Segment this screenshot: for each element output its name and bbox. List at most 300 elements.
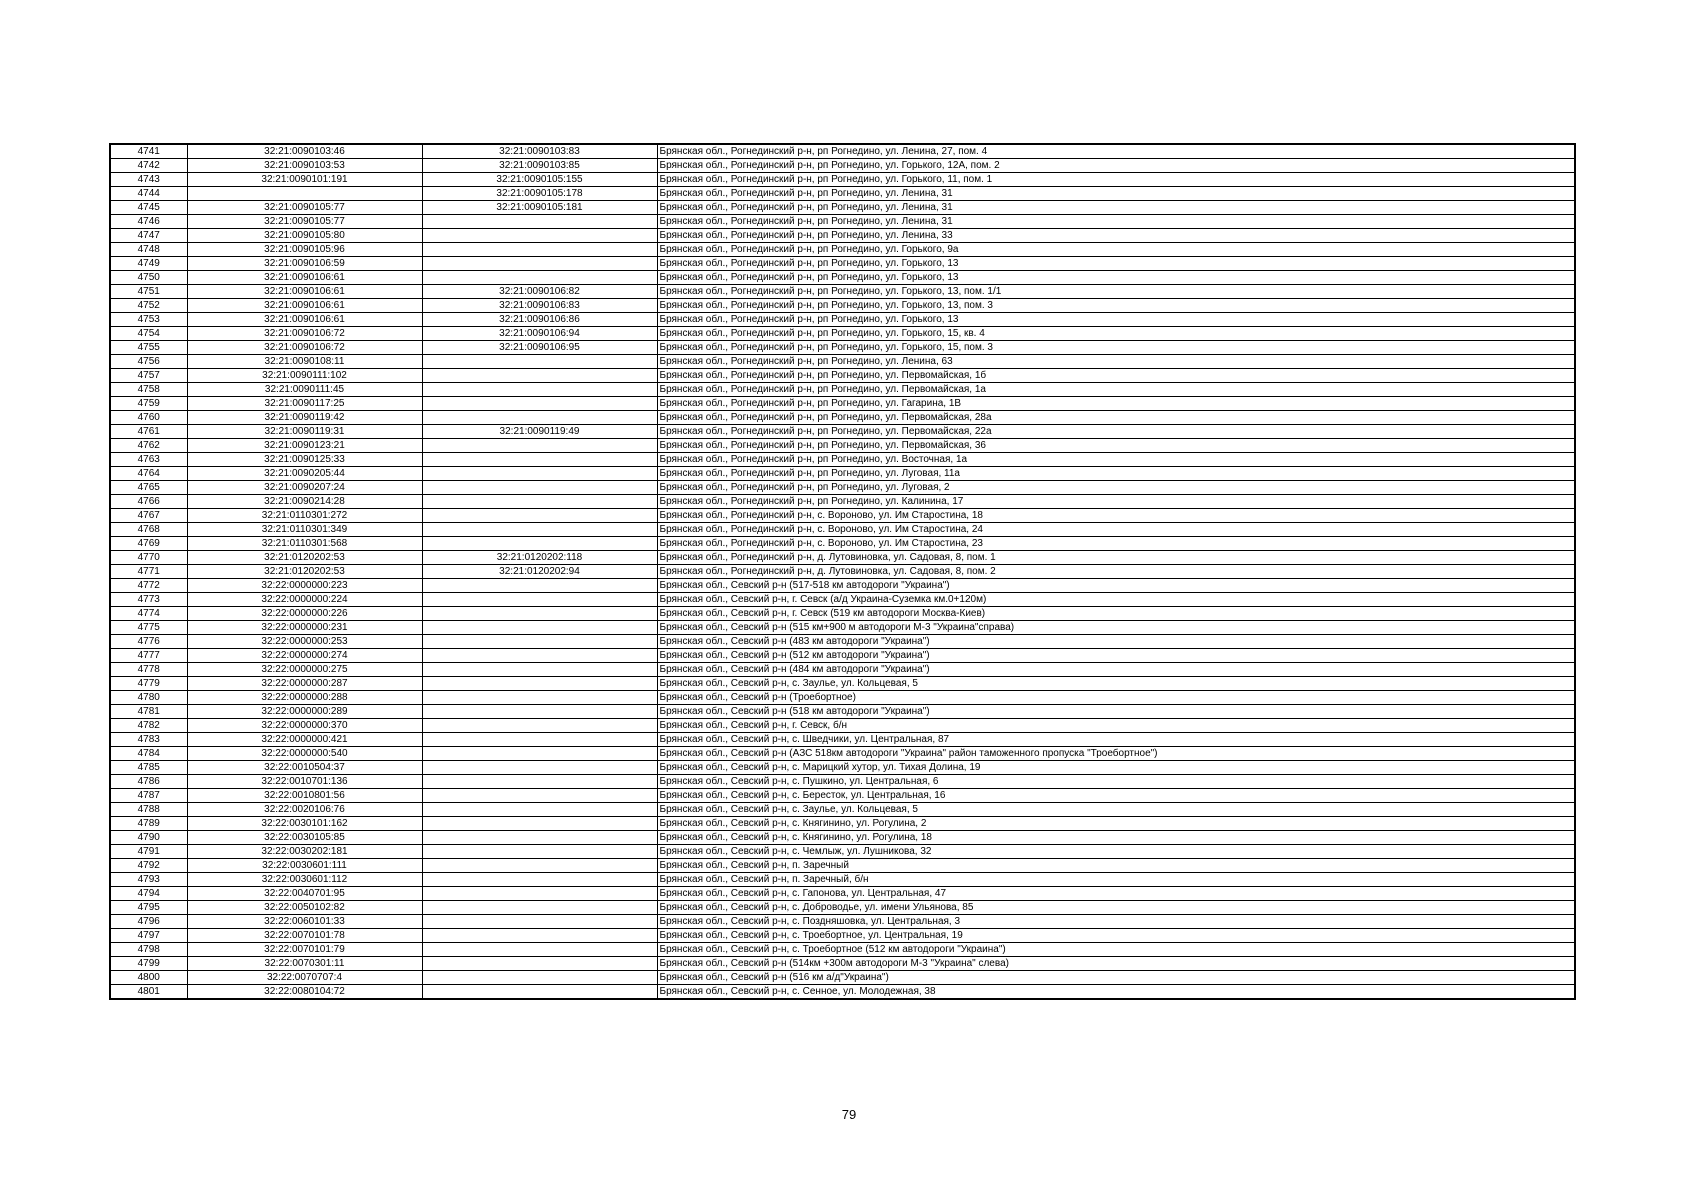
row-number-cell: 4768 [110,523,187,537]
cadastral-number-cell: 32:21:0090117:25 [187,397,422,411]
table-row [110,411,1575,425]
table-row [110,369,1575,383]
room-cadastral-number-cell [422,663,657,677]
cadastral-number-cell: 32:22:0000000:289 [187,705,422,719]
row-number-cell: 4773 [110,593,187,607]
table-row [110,971,1575,985]
row-number-cell: 4752 [110,299,187,313]
room-cadastral-number-cell: 32:21:0120202:118 [422,551,657,565]
room-cadastral-number-cell [422,649,657,663]
row-number-cell: 4763 [110,453,187,467]
cadastral-number-cell: 32:21:0090111:45 [187,383,422,397]
address-cell: Брянская обл., Рогнединский р-н, с. Вороново, ул. Им Старостина, 23 [657,537,1575,551]
property-register-table [109,143,1576,1000]
table-row [110,957,1575,971]
room-cadastral-number-cell [422,957,657,971]
address-cell: Брянская обл., Севский р-н, г. Севск (519 км автодороги Москва-Киев) [657,607,1575,621]
room-cadastral-number-cell [422,747,657,761]
table-row [110,509,1575,523]
address-cell: Брянская обл., Севский р-н, г. Севск, б/н [657,719,1575,733]
cadastral-number-cell: 32:21:0090119:42 [187,411,422,425]
row-number-cell: 4775 [110,621,187,635]
row-number-cell: 4749 [110,257,187,271]
cadastral-number-cell: 32:21:0090119:31 [187,425,422,439]
room-cadastral-number-cell [422,887,657,901]
cadastral-number-cell: 32:22:0080104:72 [187,985,422,1000]
table-row [110,621,1575,635]
table-row [110,761,1575,775]
room-cadastral-number-cell [422,873,657,887]
address-cell: Брянская обл., Рогнединский р-н, рп Рогнедино, ул. Горького, 12А, пом. 2 [657,159,1575,173]
address-cell: Брянская обл., Севский р-н (484 км автодороги "Украина") [657,663,1575,677]
cadastral-number-cell: 32:22:0050102:82 [187,901,422,915]
room-cadastral-number-cell [422,803,657,817]
room-cadastral-number-cell [422,929,657,943]
room-cadastral-number-cell [422,593,657,607]
row-number-cell: 4795 [110,901,187,915]
address-cell: Брянская обл., Рогнединский р-н, рп Рогнедино, ул. Первомайская, 28а [657,411,1575,425]
room-cadastral-number-cell [422,677,657,691]
address-cell: Брянская обл., Рогнединский р-н, рп Рогнедино, ул. Горького, 9а [657,243,1575,257]
cadastral-number-cell: 32:22:0010701:136 [187,775,422,789]
address-cell: Брянская обл., Севский р-н, с. Заулье, ул. Кольцевая, 5 [657,677,1575,691]
table-row [110,649,1575,663]
row-number-cell: 4794 [110,887,187,901]
address-cell: Брянская обл., Севский р-н, с. Троебортное (512 км автодороги "Украина") [657,943,1575,957]
table-row [110,425,1575,439]
room-cadastral-number-cell [422,705,657,719]
room-cadastral-number-cell [422,537,657,551]
cadastral-number-cell: 32:21:0090106:72 [187,341,422,355]
address-cell: Брянская обл., Севский р-н, с. Доброводье, ул. имени Ульянова, 85 [657,901,1575,915]
row-number-cell: 4758 [110,383,187,397]
table-row [110,817,1575,831]
row-number-cell: 4780 [110,691,187,705]
table-row [110,229,1575,243]
room-cadastral-number-cell [422,733,657,747]
table-row [110,845,1575,859]
room-cadastral-number-cell [422,355,657,369]
table-row [110,705,1575,719]
cadastral-number-cell: 32:21:0110301:349 [187,523,422,537]
cadastral-number-cell: 32:21:0090106:61 [187,313,422,327]
address-cell: Брянская обл., Севский р-н (512 км автодороги "Украина") [657,649,1575,663]
address-cell: Брянская обл., Севский р-н (516 км а/д"Украина") [657,971,1575,985]
row-number-cell: 4799 [110,957,187,971]
table-row [110,271,1575,285]
address-cell: Брянская обл., Рогнединский р-н, рп Рогнедино, ул. Первомайская, 22а [657,425,1575,439]
table-row [110,201,1575,215]
cadastral-number-cell: 32:21:0090207:24 [187,481,422,495]
row-number-cell: 4770 [110,551,187,565]
cadastral-number-cell: 32:21:0090101:191 [187,173,422,187]
address-cell: Брянская обл., Рогнединский р-н, рп Рогнедино, ул. Первомайская, 36 [657,439,1575,453]
table-row [110,537,1575,551]
address-cell: Брянская обл., Рогнединский р-н, рп Рогнедино, ул. Горького, 13, пом. 3 [657,299,1575,313]
address-cell: Брянская обл., Рогнединский р-н, рп Рогнедино, ул. Гагарина, 1В [657,397,1575,411]
room-cadastral-number-cell [422,789,657,803]
room-cadastral-number-cell: 32:21:0090105:181 [422,201,657,215]
cadastral-number-cell: 32:22:0070101:78 [187,929,422,943]
row-number-cell: 4800 [110,971,187,985]
address-cell: Брянская обл., Рогнединский р-н, рп Рогнедино, ул. Луговая, 2 [657,481,1575,495]
room-cadastral-number-cell [422,607,657,621]
row-number-cell: 4760 [110,411,187,425]
table-row [110,635,1575,649]
row-number-cell: 4789 [110,817,187,831]
row-number-cell: 4750 [110,271,187,285]
room-cadastral-number-cell [422,775,657,789]
room-cadastral-number-cell [422,439,657,453]
cadastral-number-cell: 32:21:0090105:77 [187,215,422,229]
cadastral-number-cell [187,187,422,201]
address-cell: Брянская обл., Рогнединский р-н, д. Лутовиновка, ул. Садовая, 8, пом. 2 [657,565,1575,579]
table-row [110,887,1575,901]
cadastral-number-cell: 32:22:0030202:181 [187,845,422,859]
address-cell: Брянская обл., Севский р-н, с. Заулье, ул. Кольцевая, 5 [657,803,1575,817]
table-row [110,985,1575,1000]
address-cell: Брянская обл., Севский р-н, с. Марицкий хутор, ул. Тихая Долина, 19 [657,761,1575,775]
table-row [110,719,1575,733]
address-cell: Брянская обл., Севский р-н, г. Севск (а/д Украина-Суземка км.0+120м) [657,593,1575,607]
address-cell: Брянская обл., Рогнединский р-н, с. Вороново, ул. Им Старостина, 18 [657,509,1575,523]
address-cell: Брянская обл., Севский р-н, с. Пушкино, ул. Центральная, 6 [657,775,1575,789]
cadastral-number-cell: 32:21:0120202:53 [187,565,422,579]
table-row [110,747,1575,761]
address-cell: Брянская обл., Рогнединский р-н, рп Рогнедино, ул. Горького, 13 [657,257,1575,271]
row-number-cell: 4761 [110,425,187,439]
room-cadastral-number-cell: 32:21:0090103:83 [422,144,657,159]
cadastral-number-cell: 32:22:0000000:253 [187,635,422,649]
row-number-cell: 4747 [110,229,187,243]
address-cell: Брянская обл., Рогнединский р-н, с. Вороново, ул. Им Старостина, 24 [657,523,1575,537]
address-cell: Брянская обл., Севский р-н, с. Сенное, ул. Молодежная, 38 [657,985,1575,1000]
address-cell: Брянская обл., Севский р-н (514км +300м автодороги М-3 "Украина" слева) [657,957,1575,971]
cadastral-number-cell: 32:21:0090106:59 [187,257,422,271]
table-row [110,929,1575,943]
room-cadastral-number-cell [422,397,657,411]
cadastral-number-cell: 32:22:0000000:370 [187,719,422,733]
cadastral-number-cell: 32:22:0040701:95 [187,887,422,901]
row-number-cell: 4765 [110,481,187,495]
address-cell: Брянская обл., Севский р-н, п. Заречный [657,859,1575,873]
address-cell: Брянская обл., Севский р-н (АЗС 518км автодороги "Украина" район таможенного пропуска "Троебортное") [657,747,1575,761]
room-cadastral-number-cell [422,985,657,1000]
table-row [110,803,1575,817]
row-number-cell: 4764 [110,467,187,481]
table-row [110,467,1575,481]
cadastral-number-cell: 32:22:0060101:33 [187,915,422,929]
row-number-cell: 4796 [110,915,187,929]
cadastral-number-cell: 32:21:0110301:272 [187,509,422,523]
address-cell: Брянская обл., Севский р-н, п. Заречный, б/н [657,873,1575,887]
address-cell: Брянская обл., Севский р-н, с. Княгинино, ул. Рогулина, 18 [657,831,1575,845]
row-number-cell: 4744 [110,187,187,201]
table-row [110,915,1575,929]
address-cell: Брянская обл., Севский р-н, с. Чемлыж, ул. Лушникова, 32 [657,845,1575,859]
room-cadastral-number-cell [422,579,657,593]
address-cell: Брянская обл., Севский р-н, с. Бересток, ул. Центральная, 16 [657,789,1575,803]
cadastral-number-cell: 32:22:0000000:421 [187,733,422,747]
room-cadastral-number-cell [422,523,657,537]
cadastral-number-cell: 32:22:0030601:111 [187,859,422,873]
cadastral-number-cell: 32:22:0000000:275 [187,663,422,677]
room-cadastral-number-cell [422,859,657,873]
cadastral-number-cell: 32:22:0010504:37 [187,761,422,775]
row-number-cell: 4785 [110,761,187,775]
row-number-cell: 4767 [110,509,187,523]
room-cadastral-number-cell [422,243,657,257]
table-row [110,873,1575,887]
row-number-cell: 4745 [110,201,187,215]
table-row [110,495,1575,509]
address-cell: Брянская обл., Рогнединский р-н, рп Рогнедино, ул. Горького, 13, пом. 1/1 [657,285,1575,299]
address-cell: Брянская обл., Рогнединский р-н, рп Рогнедино, ул. Горького, 11, пом. 1 [657,173,1575,187]
room-cadastral-number-cell: 32:21:0090106:86 [422,313,657,327]
table-row [110,859,1575,873]
address-cell: Брянская обл., Севский р-н, с. Шведчики, ул. Центральная, 87 [657,733,1575,747]
room-cadastral-number-cell [422,453,657,467]
room-cadastral-number-cell: 32:21:0090106:83 [422,299,657,313]
cadastral-number-cell: 32:21:0090111:102 [187,369,422,383]
room-cadastral-number-cell [422,621,657,635]
room-cadastral-number-cell [422,691,657,705]
table-row [110,327,1575,341]
row-number-cell: 4769 [110,537,187,551]
address-cell: Брянская обл., Рогнединский р-н, рп Рогнедино, ул. Горького, 15, кв. 4 [657,327,1575,341]
address-cell: Брянская обл., Рогнединский р-н, рп Рогнедино, ул. Ленина, 31 [657,187,1575,201]
cadastral-number-cell: 32:22:0000000:540 [187,747,422,761]
row-number-cell: 4756 [110,355,187,369]
address-cell: Брянская обл., Севский р-н, с. Поздняшовка, ул. Центральная, 3 [657,915,1575,929]
row-number-cell: 4793 [110,873,187,887]
row-number-cell: 4792 [110,859,187,873]
row-number-cell: 4786 [110,775,187,789]
table-row [110,355,1575,369]
cadastral-number-cell: 32:22:0000000:226 [187,607,422,621]
table-row [110,159,1575,173]
room-cadastral-number-cell [422,915,657,929]
row-number-cell: 4774 [110,607,187,621]
cadastral-number-cell: 32:21:0090103:53 [187,159,422,173]
cadastral-number-cell: 32:21:0090123:21 [187,439,422,453]
address-cell: Брянская обл., Рогнединский р-н, рп Рогнедино, ул. Восточная, 1а [657,453,1575,467]
cadastral-number-cell: 32:22:0000000:231 [187,621,422,635]
room-cadastral-number-cell [422,943,657,957]
table-row [110,775,1575,789]
table-row [110,663,1575,677]
address-cell: Брянская обл., Севский р-н (517-518 км автодороги "Украина") [657,579,1575,593]
room-cadastral-number-cell: 32:21:0090106:82 [422,285,657,299]
cadastral-number-cell: 32:22:0020106:76 [187,803,422,817]
table-row [110,565,1575,579]
table-row [110,341,1575,355]
row-number-cell: 4788 [110,803,187,817]
cadastral-number-cell: 32:22:0000000:223 [187,579,422,593]
cadastral-number-cell: 32:22:0070301:11 [187,957,422,971]
row-number-cell: 4762 [110,439,187,453]
row-number-cell: 4797 [110,929,187,943]
row-number-cell: 4751 [110,285,187,299]
cadastral-number-cell: 32:21:0090106:61 [187,271,422,285]
table-row [110,439,1575,453]
room-cadastral-number-cell [422,369,657,383]
table-row [110,453,1575,467]
room-cadastral-number-cell [422,817,657,831]
address-cell: Брянская обл., Рогнединский р-н, рп Рогнедино, ул. Ленина, 27, пом. 4 [657,144,1575,159]
table-row [110,215,1575,229]
page-number: 79 [841,1107,857,1122]
table-row [110,173,1575,187]
cadastral-number-cell: 32:21:0090214:28 [187,495,422,509]
address-cell: Брянская обл., Рогнединский р-н, рп Рогнедино, ул. Горького, 13 [657,313,1575,327]
cadastral-number-cell: 32:22:0000000:287 [187,677,422,691]
address-cell: Брянская обл., Рогнединский р-н, д. Лутовиновка, ул. Садовая, 8, пом. 1 [657,551,1575,565]
cadastral-number-cell: 32:22:0030105:85 [187,831,422,845]
table-row [110,243,1575,257]
room-cadastral-number-cell: 32:21:0090105:155 [422,173,657,187]
address-cell: Брянская обл., Рогнединский р-н, рп Рогнедино, ул. Горького, 13 [657,271,1575,285]
address-cell: Брянская обл., Севский р-н, с. Троебортное, ул. Центральная, 19 [657,929,1575,943]
table-row [110,831,1575,845]
row-number-cell: 4766 [110,495,187,509]
row-number-cell: 4753 [110,313,187,327]
room-cadastral-number-cell [422,761,657,775]
table-row [110,299,1575,313]
cadastral-number-cell: 32:21:0090205:44 [187,467,422,481]
cadastral-number-cell: 32:22:0030601:112 [187,873,422,887]
room-cadastral-number-cell [422,467,657,481]
cadastral-number-cell: 32:21:0090103:46 [187,144,422,159]
address-cell: Брянская обл., Рогнединский р-н, рп Рогнедино, ул. Первомайская, 1б [657,369,1575,383]
room-cadastral-number-cell [422,845,657,859]
address-cell: Брянская обл., Рогнединский р-н, рп Рогнедино, ул. Горького, 15, пом. 3 [657,341,1575,355]
row-number-cell: 4781 [110,705,187,719]
room-cadastral-number-cell [422,229,657,243]
room-cadastral-number-cell [422,719,657,733]
room-cadastral-number-cell [422,411,657,425]
register-body [110,144,1575,999]
cadastral-number-cell: 32:22:0070707:4 [187,971,422,985]
row-number-cell: 4791 [110,845,187,859]
table-row [110,144,1575,159]
address-cell: Брянская обл., Рогнединский р-н, рп Рогнедино, ул. Калинина, 17 [657,495,1575,509]
row-number-cell: 4801 [110,985,187,1000]
address-cell: Брянская обл., Севский р-н (518 км автодороги "Украина") [657,705,1575,719]
cadastral-number-cell: 32:21:0090125:33 [187,453,422,467]
room-cadastral-number-cell [422,383,657,397]
row-number-cell: 4757 [110,369,187,383]
room-cadastral-number-cell [422,635,657,649]
row-number-cell: 4743 [110,173,187,187]
row-number-cell: 4798 [110,943,187,957]
table-row [110,285,1575,299]
room-cadastral-number-cell [422,901,657,915]
row-number-cell: 4784 [110,747,187,761]
table-row [110,383,1575,397]
table-row [110,733,1575,747]
table-row [110,677,1575,691]
row-number-cell: 4783 [110,733,187,747]
table-row [110,607,1575,621]
table-row [110,187,1575,201]
cadastral-number-cell: 32:22:0030101:162 [187,817,422,831]
table-row [110,551,1575,565]
address-cell: Брянская обл., Севский р-н, с. Княгинино, ул. Рогулина, 2 [657,817,1575,831]
row-number-cell: 4741 [110,144,187,159]
row-number-cell: 4779 [110,677,187,691]
cadastral-number-cell: 32:21:0090106:61 [187,299,422,313]
room-cadastral-number-cell [422,495,657,509]
room-cadastral-number-cell [422,271,657,285]
row-number-cell: 4787 [110,789,187,803]
room-cadastral-number-cell: 32:21:0090103:85 [422,159,657,173]
cadastral-number-cell: 32:22:0000000:274 [187,649,422,663]
table-row [110,481,1575,495]
address-cell: Брянская обл., Рогнединский р-н, рп Рогнедино, ул. Ленина, 33 [657,229,1575,243]
row-number-cell: 4755 [110,341,187,355]
cadastral-number-cell: 32:22:0010801:56 [187,789,422,803]
table-row [110,313,1575,327]
row-number-cell: 4754 [110,327,187,341]
row-number-cell: 4776 [110,635,187,649]
room-cadastral-number-cell [422,257,657,271]
cadastral-number-cell: 32:21:0090106:72 [187,327,422,341]
row-number-cell: 4790 [110,831,187,845]
cadastral-number-cell: 32:21:0090106:61 [187,285,422,299]
table-row [110,523,1575,537]
room-cadastral-number-cell: 32:21:0090106:94 [422,327,657,341]
row-number-cell: 4748 [110,243,187,257]
room-cadastral-number-cell: 32:21:0090105:178 [422,187,657,201]
row-number-cell: 4782 [110,719,187,733]
row-number-cell: 4771 [110,565,187,579]
room-cadastral-number-cell [422,509,657,523]
room-cadastral-number-cell: 32:21:0090119:49 [422,425,657,439]
cadastral-number-cell: 32:22:0000000:288 [187,691,422,705]
address-cell: Брянская обл., Рогнединский р-н, рп Рогнедино, ул. Ленина, 31 [657,201,1575,215]
row-number-cell: 4759 [110,397,187,411]
address-cell: Брянская обл., Рогнединский р-н, рп Рогнедино, ул. Ленина, 31 [657,215,1575,229]
table-row [110,593,1575,607]
table-row [110,943,1575,957]
table-row [110,789,1575,803]
room-cadastral-number-cell: 32:21:0090106:95 [422,341,657,355]
room-cadastral-number-cell: 32:21:0120202:94 [422,565,657,579]
address-cell: Брянская обл., Рогнединский р-н, рп Рогнедино, ул. Первомайская, 1а [657,383,1575,397]
row-number-cell: 4777 [110,649,187,663]
address-cell: Брянская обл., Севский р-н (515 км+900 м автодороги М-3 "Украина"справа) [657,621,1575,635]
table-row [110,691,1575,705]
cadastral-number-cell: 32:21:0110301:568 [187,537,422,551]
cadastral-number-cell: 32:22:0000000:224 [187,593,422,607]
cadastral-number-cell: 32:21:0090105:96 [187,243,422,257]
row-number-cell: 4772 [110,579,187,593]
room-cadastral-number-cell [422,481,657,495]
address-cell: Брянская обл., Рогнединский р-н, рп Рогнедино, ул. Ленина, 63 [657,355,1575,369]
table-row [110,397,1575,411]
address-cell: Брянская обл., Севский р-н, с. Гапонова, ул. Центральная, 47 [657,887,1575,901]
table-row [110,257,1575,271]
address-cell: Брянская обл., Севский р-н (Троебортное) [657,691,1575,705]
table-row [110,901,1575,915]
table-row [110,579,1575,593]
cadastral-number-cell: 32:21:0090108:11 [187,355,422,369]
room-cadastral-number-cell [422,831,657,845]
address-cell: Брянская обл., Севский р-н (483 км автодороги "Украина") [657,635,1575,649]
room-cadastral-number-cell [422,971,657,985]
cadastral-number-cell: 32:21:0120202:53 [187,551,422,565]
